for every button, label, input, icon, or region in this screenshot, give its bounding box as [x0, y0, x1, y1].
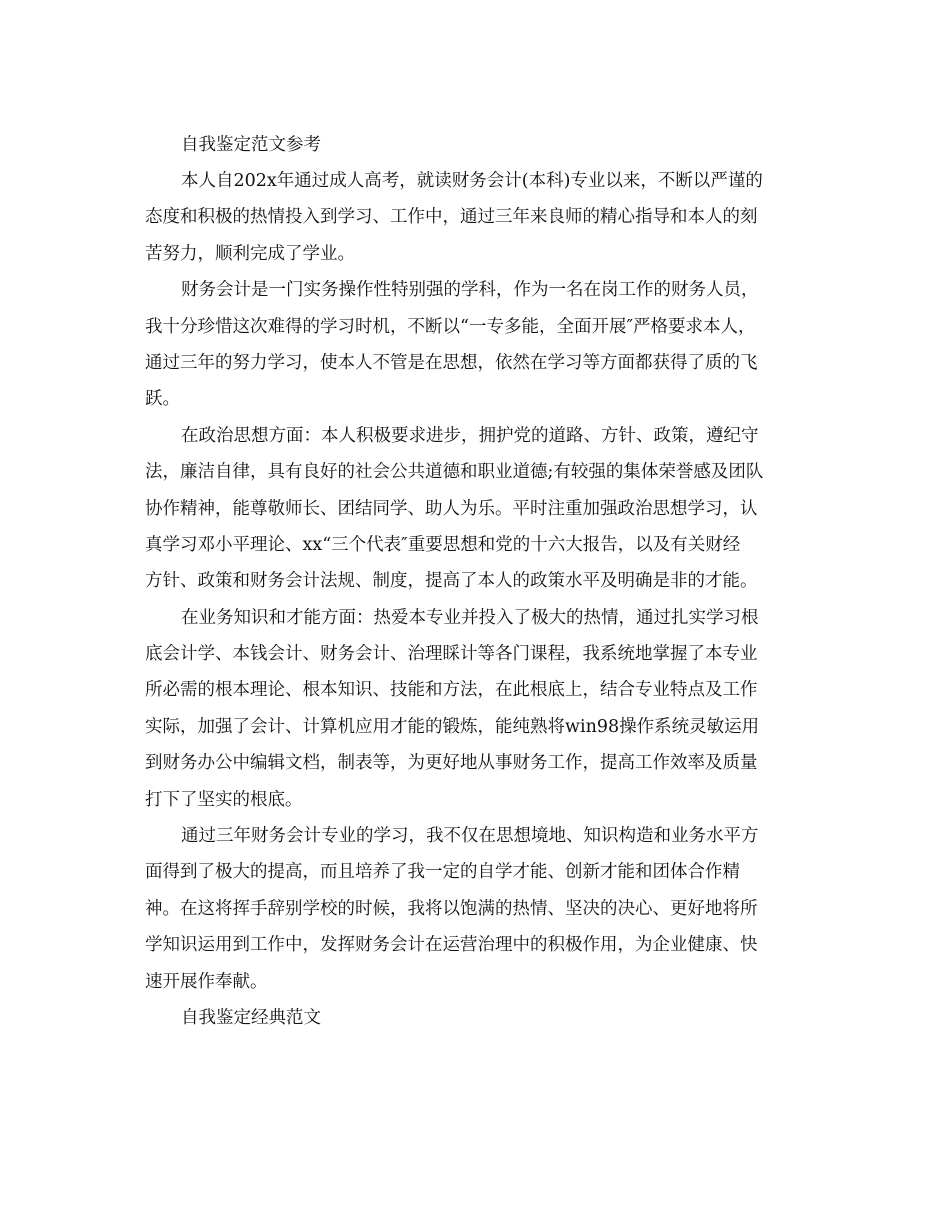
paragraph-line: 苦努力，顺利完成了学业。: [145, 243, 355, 264]
paragraph-line: 方针、政策和财务会计法规、制度，提高了本人的政策水平及明确是非的才能。: [145, 571, 758, 592]
paragraph-conclusion: [145, 818, 805, 1000]
paragraph-professional: [145, 600, 805, 818]
paragraph-line: 底会计学、本钱会计、财务会计、治理睬计等各门课程，我系统地掌握了本专业: [145, 644, 758, 665]
paragraph-line: 在业务知识和才能方面：热爱本专业并投入了极大的热情，通过扎实学习根: [181, 607, 759, 628]
paragraph-political: [145, 418, 805, 600]
paragraph-line: 速开展作奉献。: [145, 971, 268, 992]
paragraph-line: 跃。: [145, 389, 180, 410]
paragraph-intro: [145, 163, 805, 272]
paragraph-line: 真学习邓小平理论、xx“三个代表″重要思想和党的十六大报告，以及有关财经: [145, 534, 741, 555]
paragraph-line: 面得到了极大的提高，而且培养了我一定的自学才能、创新才能和团体合作精: [145, 862, 740, 883]
paragraph-line: 法，廉洁自律，具有良好的社会公共道德和职业道德;有较强的集体荣誉感及团队: [145, 462, 764, 483]
paragraph-line: 到财务办公中编辑文档，制表等，为更好地从事财务工作，提高工作效率及质量: [145, 753, 758, 774]
paragraph-line: 所必需的根本理论、根本知识、技能和方法，在此根底上，结合专业特点及工作: [145, 680, 758, 701]
paragraph-line: 财务会计是一门实务操作性特别强的学科，作为一名在岗工作的财务人员，: [181, 280, 759, 301]
paragraph-line: 协作精神，能尊敬师长、团结同学、助人为乐。平时注重加强政治思想学习，认: [145, 498, 758, 519]
paragraph-line: 态度和积极的热情投入到学习、工作中，通过三年来良师的精心指导和本人的刻: [145, 207, 758, 228]
closing-heading: 自我鉴定经典范文: [181, 1007, 321, 1028]
paragraph-line: 我十分珍惜这次难得的学习时机，不断以“一专多能，全面开展″严格要求本人，: [145, 316, 756, 337]
paragraph-line: 打下了坚实的根底。: [145, 789, 303, 810]
paragraph-line: 神。在这将挥手辞别学校的时候，我将以饱满的热情、坚决的决心、更好地将所: [145, 898, 758, 919]
paragraph-line: 本人自202x年通过成人高考，就读财务会计(本科)专业以来，不断以严谨的: [181, 171, 763, 191]
paragraph-line: 通过三年的努力学习，使本人不管是在思想，依然在学习等方面都获得了质的飞: [145, 352, 758, 373]
document-body: [145, 127, 805, 1036]
paragraph-line: 通过三年财务会计专业的学习，我不仅在思想境地、知识构造和业务水平方: [181, 826, 759, 847]
paragraph-line: 实际，加强了会计、计算机应用才能的锻炼，能纯熟将win98操作系统灵敏运用: [145, 716, 760, 737]
paragraph-line: 在政治思想方面：本人积极要求进步，拥护党的道路、方针、政策，遵纪守: [181, 425, 759, 446]
paragraph-line: 学知识运用到工作中，发挥财务会计在运营治理中的积极作用，为企业健康、快: [145, 935, 758, 956]
document-title: 自我鉴定范文参考: [181, 135, 321, 155]
paragraph-discipline: [145, 272, 805, 418]
